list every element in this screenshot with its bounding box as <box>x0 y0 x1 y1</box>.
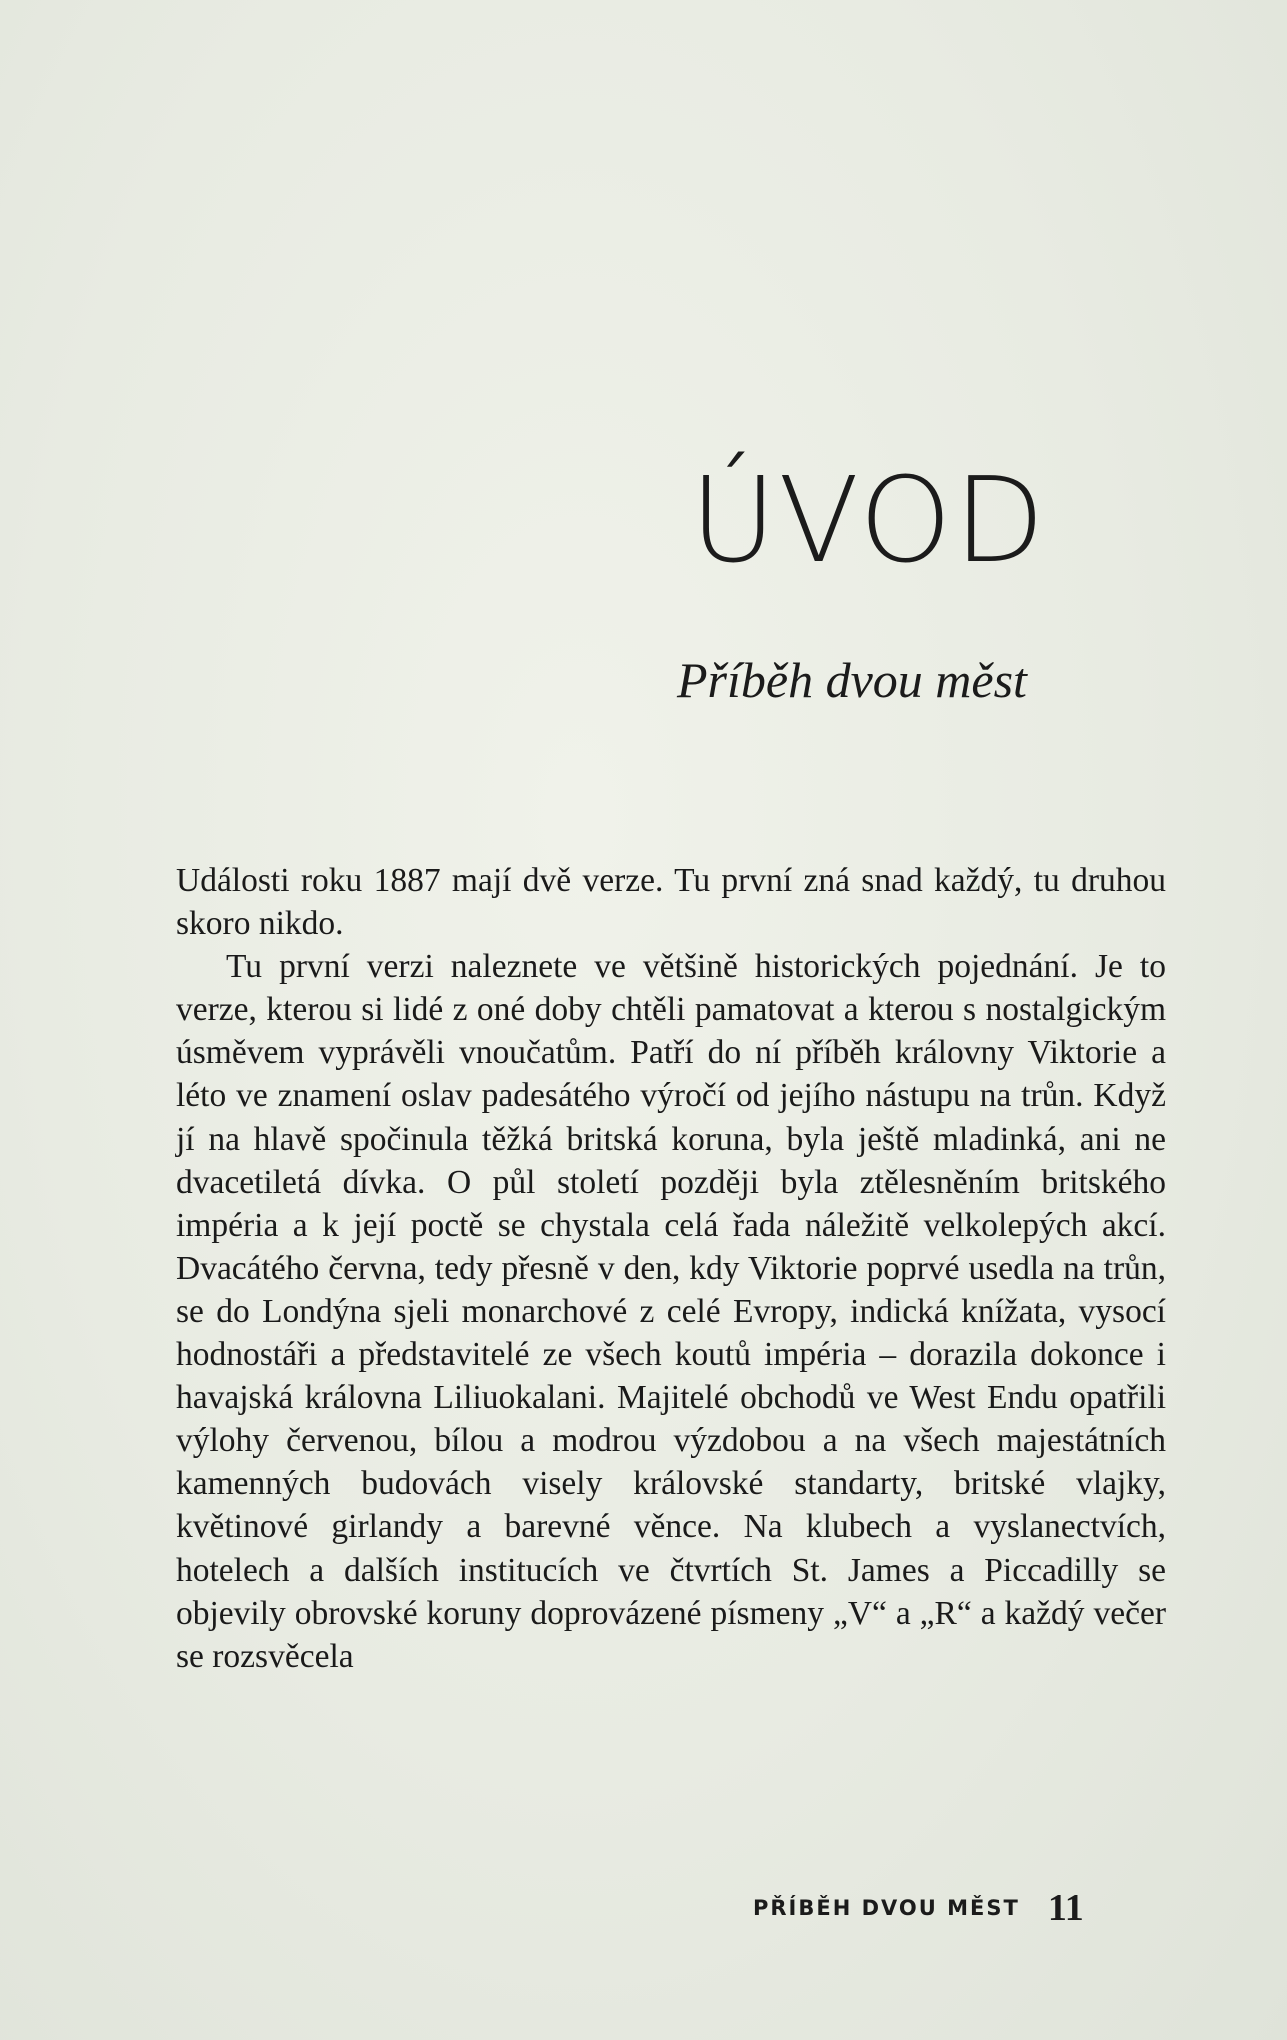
running-title: PŘÍBĚH DVOU MĚST <box>753 1896 1020 1920</box>
body-text <box>176 859 1166 1678</box>
paragraph: Události roku 1887 mají dvě verze. Tu první zná snad každý, tu druhou skoro nikdo. <box>176 862 1166 943</box>
paragraph: Tu první verzi naleznete ve většině historických pojednání. Je to verze, kterou si lidé z oné doby chtěli pamatovat a kterou s nostalgickým úsměvem vyprávěli vnoučatům. Patří do ní příběh královny Viktorie a léto ve znamení oslav padesátého výročí od jejího nástupu na trůn. Když jí na hlavě spočinula těžká britská koruna, byla ještě mladinká, ani ne dvacetiletá dívka. O půl století později byla ztělesněním britského impéria a k její poctě se chystala celá řada náležitě velkolepých akcí. Dvacátého června, tedy přesně v den, kdy Viktorie poprvé usedla na trůn, se do Londýna sjeli monarchové z celé Evropy, indická knížata, vysocí hodnostáři a představitelé ze všech koutů impéria – dorazila dokonce i havajská královna Liliuokalani. Majitelé obchodů ve West Endu opatřili výlohy červenou, bílou a modrou výzdobou a na všech majestátních kamenných budovách visely královské standarty, britské vlajky, květinové girlandy a barevné věnce. Na klubech a vyslanectvích, hotelech a dalších institucích ve čtvrtích St. James a Piccadilly se objevily obrovské koruny doprovázené písmeny „V“ a „R“ a každý večer se rozsvěcela <box>176 948 1166 1675</box>
page-number: 11 <box>1047 1887 1084 1929</box>
page-footer <box>753 1886 1113 1930</box>
chapter-subtitle: Příběh dvou měst <box>677 652 1027 708</box>
chapter-title: ÚVOD <box>690 451 1047 589</box>
